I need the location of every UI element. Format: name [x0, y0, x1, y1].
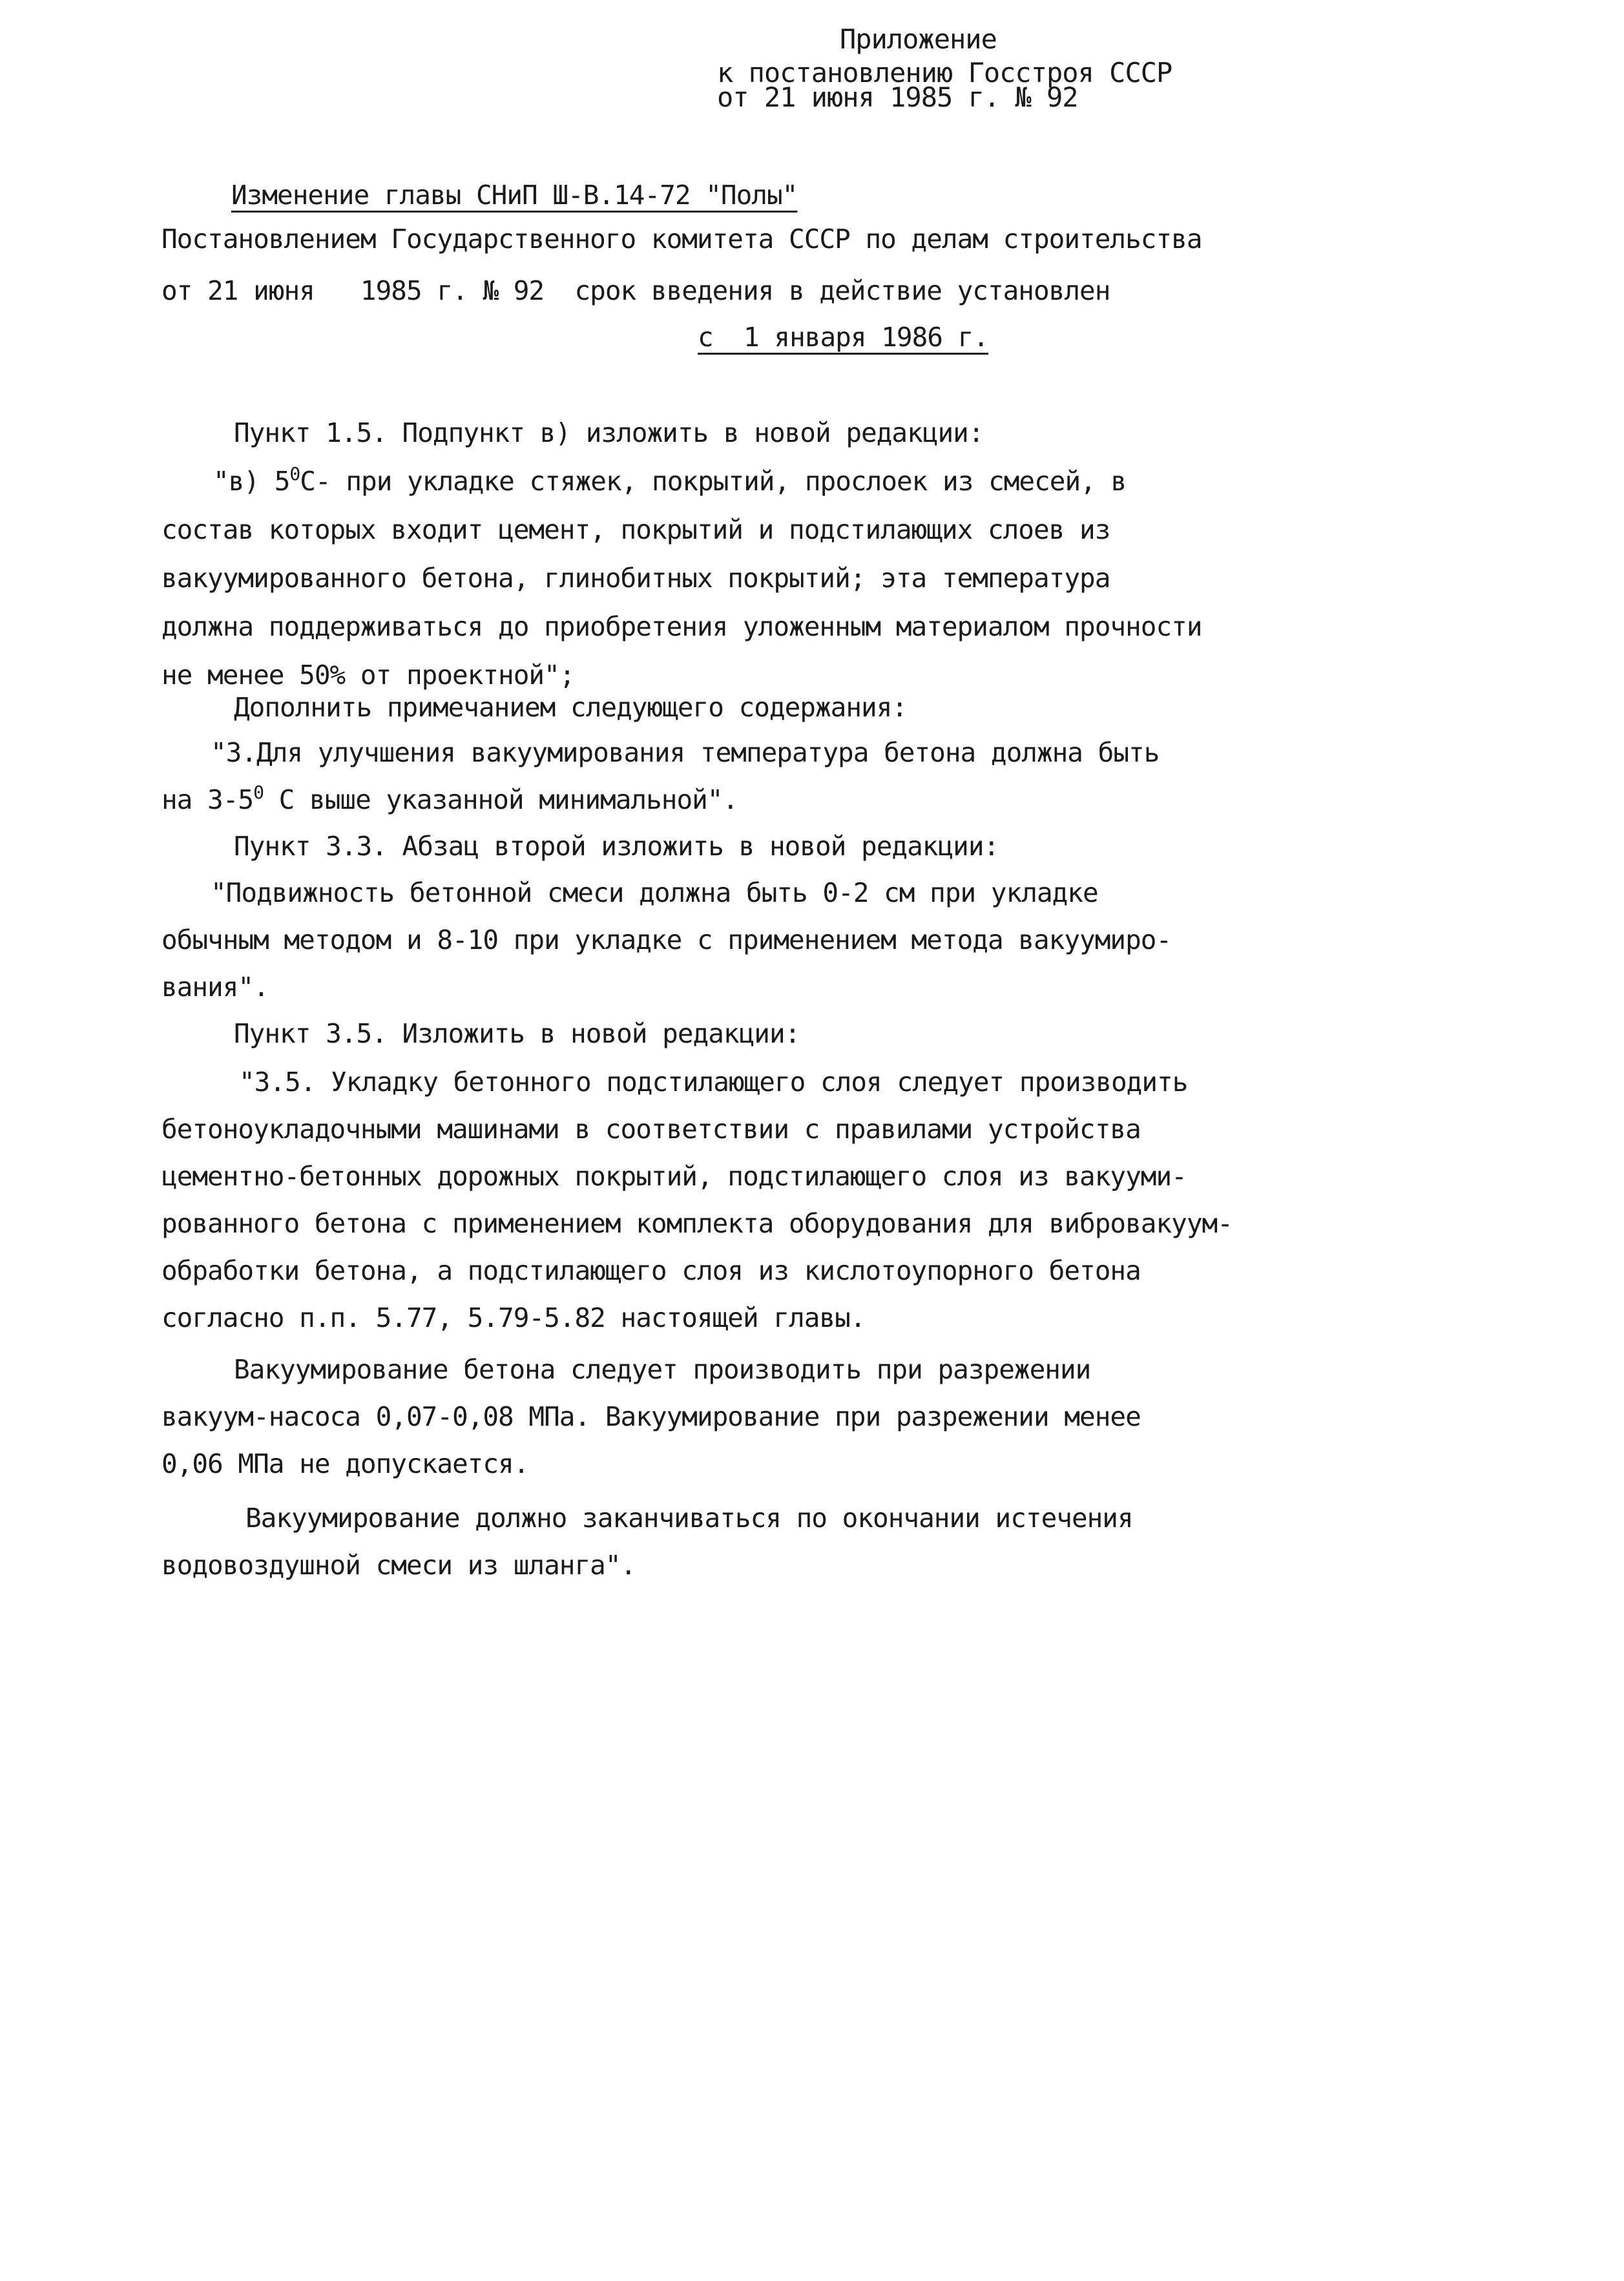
- item-1-5-line-1b: С- при укладке стяжек, покрытий, прослоек из смесей, в: [300, 466, 1127, 497]
- note-line-2a: на 3-5: [161, 784, 254, 815]
- vacuum-end-line-2: водовоздушной смеси из шланга".: [161, 1550, 636, 1581]
- effective-date: с 1 января 1986 г.: [698, 322, 988, 353]
- item-1-5-line-3: вакуумированного бетона, глинобитных покрытий; эта температура: [161, 563, 1110, 594]
- decree-line-2: от 21 июня 1985 г. № 92 срок введения в действие установлен: [161, 275, 1110, 306]
- note-line-1: "3.Для улучшения вакуумирования температура бетона должна быть: [211, 737, 1160, 768]
- item-3-5-line-1: "3.5. Укладку бетонного подстилающего слоя следует производить: [239, 1067, 1188, 1098]
- change-title: Изменение главы СНиП Ш-В.14-72 "Полы": [231, 180, 798, 211]
- item-1-5-line-2: состав которых входит цемент, покрытий и подстилающих слоев из: [161, 514, 1110, 545]
- item-3-3-line-1: "Подвижность бетонной смеси должна быть 0-2 см при укладке: [211, 877, 1098, 908]
- degree-superscript: 0: [289, 463, 300, 484]
- appendix-decree: к постановлению Госстроя СССР: [717, 57, 1172, 89]
- vacuum-para-line-2: вакуум-насоса 0,07-0,08 МПа. Вакуумирование при разрежении менее: [161, 1401, 1141, 1432]
- item-3-3-line-2: обычным методом и 8-10 при укладке с применением метода вакуумиро-: [161, 924, 1172, 955]
- item-3-3-intro: Пункт 3.3. Абзац второй изложить в новой редакции:: [234, 831, 999, 862]
- vacuum-para-line-1: Вакуумирование бетона следует производить при разрежении: [234, 1354, 1091, 1385]
- vacuum-para-line-3: 0,06 МПа не допускается.: [161, 1448, 529, 1479]
- item-1-5-line-1a: "в) 5: [213, 466, 290, 497]
- item-3-3-line-3: вания".: [161, 972, 269, 1003]
- item-1-5-line-1: [213, 463, 1127, 497]
- item-3-5-line-4: рованного бетона с применением комплекта оборудования для вибровакуум-: [161, 1208, 1233, 1239]
- note-intro: Дополнить примечанием следующего содержания:: [234, 692, 908, 723]
- item-1-5-line-5: не менее 50% от проектной";: [161, 660, 575, 691]
- item-1-5-line-4: должна поддерживаться до приобретения уложенным материалом прочности: [161, 611, 1202, 642]
- note-line-2b: С выше указанной минимальной".: [263, 784, 738, 815]
- item-1-5-intro: Пункт 1.5. Подпункт в) изложить в новой редакции:: [234, 417, 984, 448]
- note-line-2: [161, 782, 738, 815]
- item-3-5-line-3: цементно-бетонных дорожных покрытий, подстилающего слоя из вакууми-: [161, 1161, 1187, 1192]
- decree-line-1: Постановлением Государственного комитета СССР по делам строительства: [161, 224, 1202, 255]
- item-3-5-line-5: обработки бетона, а подстилающего слоя из кислотоупорного бетона: [161, 1255, 1141, 1286]
- vacuum-end-line-1: Вакуумирование должно заканчиваться по окончании истечения: [245, 1503, 1133, 1534]
- appendix-date: от 21 июня 1985 г. № 92: [717, 81, 1078, 113]
- appendix-label: Приложение: [840, 23, 997, 55]
- item-3-5-line-6: согласно п.п. 5.77, 5.79-5.82 настоящей главы.: [161, 1302, 866, 1333]
- item-3-5-line-2: бетоноукладочными машинами в соответствии с правилами устройства: [161, 1114, 1141, 1145]
- item-3-5-intro: Пункт 3.5. Изложить в новой редакции:: [234, 1018, 800, 1049]
- degree-superscript-2: 0: [253, 782, 264, 803]
